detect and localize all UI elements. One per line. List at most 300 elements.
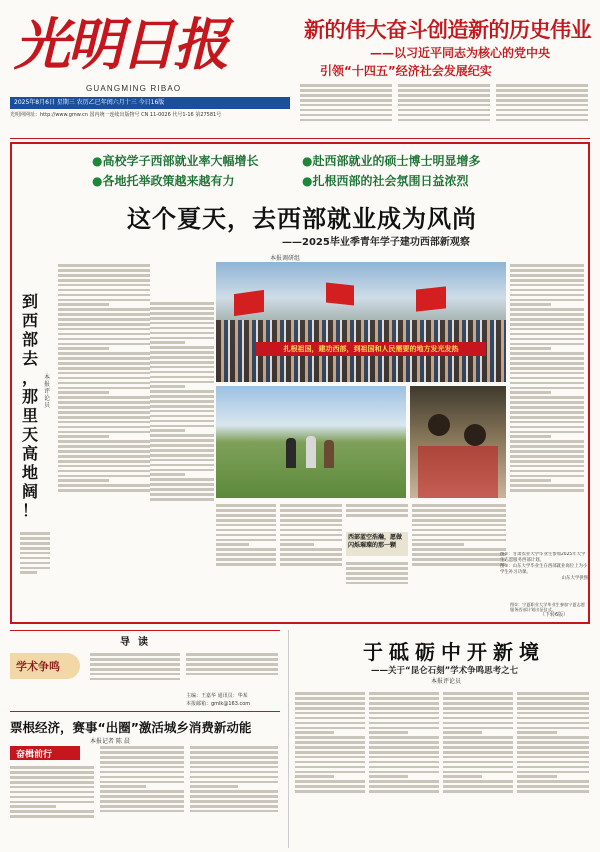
text-line — [58, 338, 150, 341]
photo-caption: 图①：宁夏职业大学毕业生参加宁夏志愿服务西部计划出征仪式。 — [510, 602, 585, 612]
text-line — [412, 519, 506, 522]
text-line — [58, 382, 150, 385]
text-line — [20, 571, 37, 574]
date-line: 2025年8月6日 星期三 农历乙巳年闰六月十三 今日16版 — [10, 97, 290, 109]
text-line — [443, 785, 513, 788]
text-line — [280, 504, 342, 507]
newspaper-logo: 光明日报 — [14, 12, 226, 78]
bullet-dot-icon: ● — [92, 174, 103, 188]
text-line — [150, 371, 214, 374]
text-line — [58, 460, 150, 463]
text-line — [150, 473, 185, 476]
lower-left-story — [10, 716, 280, 848]
text-line — [186, 663, 278, 666]
text-line — [150, 444, 214, 447]
text-line — [216, 543, 249, 546]
inset-title-text: 西部蓝空浩瀚，愿做闪烁璀璨的那一颗 — [348, 534, 403, 549]
text-line — [295, 766, 365, 769]
text-line — [517, 761, 589, 764]
text-line — [443, 761, 513, 764]
text-line — [58, 372, 150, 375]
text-line — [190, 776, 278, 779]
text-line — [510, 445, 584, 448]
text-line — [369, 775, 408, 778]
text-line — [369, 785, 439, 788]
text-line — [398, 84, 490, 87]
text-line — [369, 756, 439, 759]
text-line — [412, 539, 506, 542]
feature-subhead: ——2025毕业季青年学子建功西部新观察 — [282, 237, 470, 248]
text-line — [58, 401, 150, 404]
text-line — [150, 337, 214, 340]
text-line — [20, 537, 50, 540]
text-line — [20, 552, 50, 555]
text-line — [369, 751, 439, 754]
text-line — [510, 421, 584, 424]
text-line — [443, 697, 513, 700]
text-line — [295, 697, 365, 700]
text-line — [150, 405, 214, 408]
text-line — [186, 653, 278, 656]
lower-left-text — [10, 764, 94, 848]
top-story-text — [398, 82, 490, 140]
lower-right-story — [288, 630, 590, 848]
photo-captions-lower — [500, 552, 588, 602]
text-line — [295, 761, 365, 764]
text-line — [295, 790, 365, 793]
text-line — [58, 313, 150, 316]
feature-bullets — [92, 152, 522, 192]
text-line — [90, 668, 180, 671]
top-story — [300, 14, 590, 140]
text-line — [412, 543, 464, 546]
feature-text — [412, 502, 506, 602]
text-line — [295, 727, 365, 730]
text-line — [100, 766, 184, 769]
text-line — [150, 361, 214, 364]
text-line — [510, 274, 584, 277]
inset-title — [346, 532, 408, 556]
text-line — [517, 751, 589, 754]
guide-text — [90, 651, 180, 701]
text-line — [150, 439, 214, 442]
text-line — [58, 323, 150, 326]
text-line — [150, 420, 214, 423]
text-line — [150, 415, 214, 418]
text-line — [100, 771, 184, 774]
text-line — [216, 519, 276, 522]
text-line — [412, 558, 506, 561]
text-line — [398, 99, 490, 102]
text-line — [443, 702, 513, 705]
bullet-dot-icon: ● — [302, 174, 313, 188]
text-line — [10, 791, 94, 794]
text-line — [58, 445, 150, 448]
photo-caption: 图③：山东大学毕业生在西部就业岗位上为小学生补习功课。 — [500, 564, 588, 575]
text-line — [496, 89, 588, 92]
text-line — [20, 547, 50, 550]
feature-photo-grassland — [216, 386, 406, 498]
photo-person — [464, 424, 486, 446]
text-line — [190, 751, 278, 754]
top-story-text — [496, 82, 588, 140]
text-line — [369, 761, 439, 764]
text-line — [412, 514, 506, 517]
text-line — [346, 562, 408, 565]
text-line — [150, 312, 214, 315]
text-line — [496, 84, 588, 87]
text-line — [280, 548, 342, 551]
text-line — [280, 543, 314, 546]
text-line — [58, 450, 150, 453]
text-line — [412, 534, 506, 537]
text-line — [190, 800, 278, 803]
section-label — [10, 653, 80, 679]
editorial-text — [150, 300, 214, 600]
text-line — [58, 299, 150, 302]
feature-photo-classroom — [410, 386, 506, 498]
text-line — [369, 790, 439, 793]
photo-banner: 扎根祖国，建功西部，到祖国和人民需要的地方发光发热 — [256, 342, 486, 356]
text-line — [346, 567, 408, 570]
top-story-subhead-1: ——以习近平同志为核心的党中央 — [370, 46, 551, 60]
text-line — [398, 119, 490, 122]
text-line — [58, 396, 150, 399]
text-line — [369, 736, 439, 739]
text-line — [90, 663, 180, 666]
feature-text — [510, 262, 584, 602]
text-line — [510, 391, 551, 394]
text-line — [58, 416, 150, 419]
feature-text — [216, 502, 276, 602]
text-line — [443, 771, 513, 774]
text-line — [216, 534, 276, 537]
text-line — [300, 99, 392, 102]
text-line — [190, 756, 278, 759]
text-line — [150, 459, 214, 462]
text-line — [510, 269, 584, 272]
text-line — [510, 489, 584, 492]
text-line — [150, 302, 214, 305]
text-line — [58, 328, 150, 331]
text-line — [300, 114, 392, 117]
text-line — [346, 582, 408, 585]
text-line — [58, 264, 150, 267]
text-line — [510, 343, 584, 346]
text-line — [190, 790, 278, 793]
text-line — [100, 810, 184, 813]
text-line — [443, 756, 513, 759]
photo-person — [428, 414, 450, 436]
text-line — [90, 673, 180, 676]
text-line — [295, 736, 365, 739]
text-line — [150, 454, 214, 457]
text-line — [346, 572, 408, 575]
text-line — [216, 563, 276, 566]
feature-text — [346, 560, 408, 602]
text-line — [295, 780, 365, 783]
text-line — [496, 119, 588, 122]
editorial-text — [20, 530, 50, 600]
text-line — [216, 558, 276, 561]
text-line — [20, 562, 50, 565]
lower-right-text — [295, 690, 365, 846]
text-line — [369, 727, 439, 730]
text-line — [398, 109, 490, 112]
text-line — [150, 366, 214, 369]
text-line — [58, 343, 150, 346]
text-line — [517, 756, 589, 759]
text-line — [150, 429, 185, 432]
text-line — [150, 346, 214, 349]
text-line — [190, 795, 278, 798]
text-line — [58, 440, 150, 443]
text-line — [517, 707, 589, 710]
text-line — [295, 731, 334, 734]
text-line — [510, 470, 584, 473]
text-line — [496, 104, 588, 107]
text-line — [443, 712, 513, 715]
photo-person — [306, 436, 316, 468]
text-line — [295, 717, 365, 720]
text-line — [186, 668, 278, 671]
lower-right-text — [517, 690, 589, 846]
text-line — [510, 352, 584, 355]
text-line — [58, 289, 150, 292]
text-line — [280, 524, 342, 527]
text-line — [280, 529, 342, 532]
text-line — [186, 673, 278, 676]
text-line — [100, 761, 184, 764]
section-tag-text: 奋楫前行 — [16, 750, 53, 760]
text-line — [100, 756, 184, 759]
text-line — [295, 756, 365, 759]
text-line — [300, 89, 392, 92]
masthead — [10, 10, 290, 120]
text-line — [369, 692, 439, 695]
lower-right-subhead: ——关于“昆仑石刻”学术争鸣思考之七 — [371, 666, 519, 676]
text-line — [517, 702, 589, 705]
section-tag — [10, 746, 80, 760]
feature-headline: 这个夏天，去西部就业成为风尚 — [127, 205, 477, 233]
text-line — [510, 279, 584, 282]
text-line — [510, 431, 584, 434]
text-line — [58, 426, 150, 429]
text-line — [10, 815, 94, 818]
editorial-text — [58, 262, 150, 602]
text-line — [510, 484, 584, 487]
text-line — [100, 776, 184, 779]
text-line — [517, 731, 557, 734]
text-line — [369, 702, 439, 705]
text-line — [510, 465, 584, 468]
text-line — [10, 796, 94, 799]
text-line — [510, 264, 584, 267]
text-line — [58, 421, 150, 424]
text-line — [295, 746, 365, 749]
lower-right-text — [443, 690, 513, 846]
text-line — [58, 294, 150, 297]
text-line — [369, 731, 408, 734]
text-line — [58, 352, 150, 355]
text-line — [216, 514, 276, 517]
text-line — [280, 519, 342, 522]
text-line — [100, 800, 184, 803]
text-line — [150, 390, 214, 393]
text-line — [58, 367, 150, 370]
text-line — [346, 509, 408, 512]
text-line — [150, 464, 214, 467]
lower-right-text — [369, 690, 439, 846]
guide-subtitle: 主编：王嘉华 通讯员：华某 — [186, 693, 248, 699]
text-line — [510, 362, 584, 365]
text-line — [510, 323, 584, 326]
text-line — [216, 509, 276, 512]
text-line — [20, 567, 50, 570]
text-line — [517, 785, 589, 788]
text-line — [58, 406, 150, 409]
text-line — [346, 514, 408, 517]
text-line — [398, 94, 490, 97]
feature-text — [280, 502, 342, 602]
text-line — [496, 94, 588, 97]
text-line — [58, 435, 109, 438]
text-line — [150, 327, 214, 330]
text-line — [517, 727, 589, 730]
text-line — [295, 707, 365, 710]
text-line — [369, 697, 439, 700]
rule-top — [10, 138, 590, 139]
text-line — [58, 455, 150, 458]
text-line — [510, 416, 584, 419]
text-line — [510, 333, 584, 336]
text-line — [300, 119, 392, 122]
text-line — [216, 529, 276, 532]
guide-email: 本报邮箱：gmlk@163.com — [186, 701, 251, 707]
feature-reporter: 本报调研组 — [270, 255, 301, 262]
text-line — [517, 771, 589, 774]
text-line — [398, 114, 490, 117]
text-line — [100, 785, 146, 788]
guide-title: 导读 — [120, 637, 156, 648]
text-line — [443, 790, 513, 793]
text-line — [510, 367, 584, 370]
text-line — [280, 558, 342, 561]
text-line — [280, 514, 342, 517]
text-line — [510, 460, 584, 463]
text-line — [10, 786, 94, 789]
text-line — [100, 751, 184, 754]
text-line — [150, 483, 214, 486]
text-line — [517, 697, 589, 700]
text-line — [150, 317, 214, 320]
feature-text — [346, 502, 408, 530]
text-line — [510, 426, 584, 429]
text-line — [510, 357, 584, 360]
text-line — [369, 766, 439, 769]
text-line — [58, 377, 150, 380]
text-line — [443, 722, 513, 725]
text-line — [150, 498, 214, 501]
text-line — [510, 475, 584, 478]
text-line — [58, 489, 150, 492]
editorial-title: 到 西 部 去 ， 那 里 天 高 地 阔 ！ — [21, 292, 38, 520]
text-line — [369, 746, 439, 749]
text-line — [58, 391, 109, 394]
text-line — [216, 553, 276, 556]
feature-bullet: ●高校学子西部就业率大幅增长 — [92, 154, 259, 168]
text-line — [150, 341, 185, 344]
text-line — [295, 775, 334, 778]
text-line — [510, 401, 584, 404]
text-line — [58, 475, 150, 478]
text-line — [510, 372, 584, 375]
text-line — [510, 303, 551, 306]
text-line — [443, 736, 513, 739]
bullet-dot-icon: ● — [92, 154, 103, 168]
text-line — [150, 356, 214, 359]
text-line — [510, 396, 584, 399]
text-line — [58, 484, 150, 487]
text-line — [510, 450, 584, 453]
text-line — [510, 440, 584, 443]
text-line — [150, 381, 214, 384]
text-line — [150, 449, 214, 452]
text-line — [190, 771, 278, 774]
text-line — [295, 702, 365, 705]
text-line — [216, 539, 276, 542]
lower-left-text — [100, 744, 184, 848]
text-line — [280, 553, 342, 556]
text-line — [58, 269, 150, 272]
text-line — [216, 548, 276, 551]
text-line — [58, 308, 150, 311]
text-line — [150, 425, 214, 428]
text-line — [443, 707, 513, 710]
text-line — [398, 89, 490, 92]
text-line — [443, 766, 513, 769]
text-line — [510, 382, 584, 385]
text-line — [100, 805, 184, 808]
lower-right-headline: 于砥砺中开新境 — [363, 640, 545, 664]
text-line — [412, 563, 506, 566]
text-line — [58, 318, 150, 321]
text-line — [510, 299, 584, 302]
text-line — [100, 795, 184, 798]
text-line — [412, 504, 506, 507]
photo-flag — [326, 283, 354, 306]
text-line — [510, 289, 584, 292]
text-line — [510, 435, 551, 438]
photo-credit: 山东大学供图 — [561, 576, 588, 581]
text-line — [150, 376, 214, 379]
text-line — [300, 104, 392, 107]
editorial-byline: 本报评论员 — [44, 374, 51, 409]
text-line — [369, 722, 439, 725]
photo-person — [324, 440, 334, 468]
feature-bullet: ●各地托举政策越来越有力 — [92, 174, 235, 188]
top-story-headline: 新的伟大奋斗创造新的历史伟业 — [304, 18, 591, 42]
text-line — [190, 785, 238, 788]
text-line — [510, 294, 584, 297]
text-line — [10, 801, 94, 804]
text-line — [150, 322, 214, 325]
text-line — [295, 692, 365, 695]
photo-person — [286, 438, 296, 468]
text-line — [10, 776, 94, 779]
text-line — [517, 766, 589, 769]
text-line — [443, 731, 482, 734]
